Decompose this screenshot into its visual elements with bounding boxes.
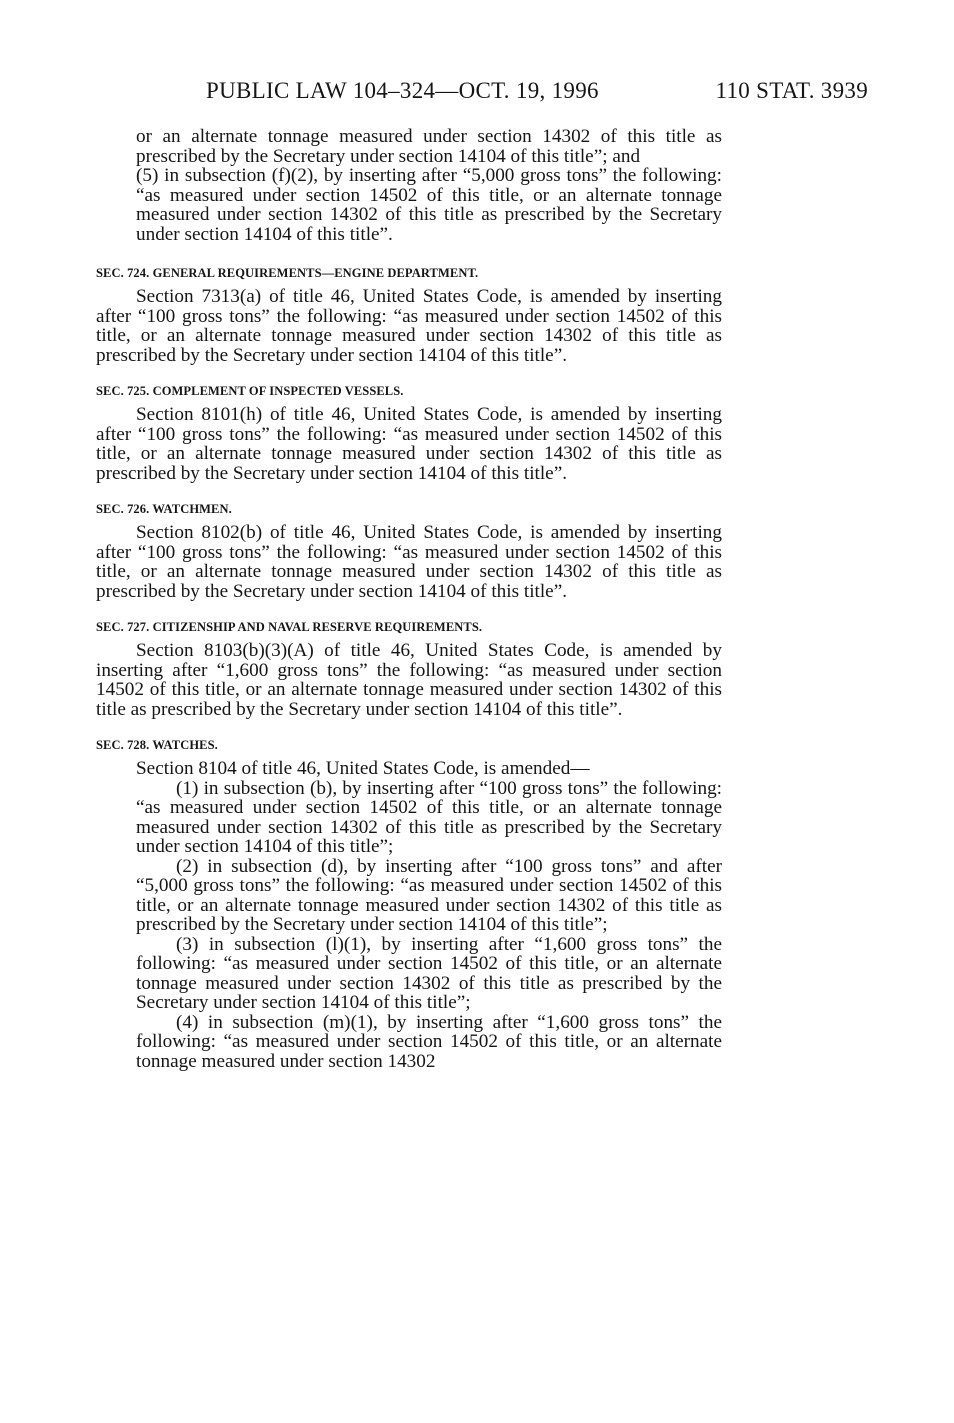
carryover-item-5 — [96, 166, 722, 244]
section-number: SEC. 725. — [96, 384, 150, 398]
list-item — [96, 935, 722, 1013]
list-item — [96, 1013, 722, 1072]
list-item-text: (3) in subsection (l)(1), by inserting after “1,600 gross tons” the following: “as measured under section 14502 of this title, or an alternate tonnage measured under section 14302 of this title as prescribed by the Secretary under section 14104 of this title”; — [136, 933, 722, 1013]
section-title: COMPLEMENT OF INSPECTED VESSELS. — [152, 384, 404, 398]
section-text: Section 8102(b) of title 46, United States Code, is amended by inserting after “100 gross tons” the following: “as measured under section 14502 of this title, or an alternate tonnage measured under section 14302 of this title as prescribed by the Secretary under section 14104 of this title”. — [96, 522, 722, 602]
section-heading — [96, 737, 722, 753]
section-text: Section 8103(b)(3)(A) of title 46, United States Code, is amended by inserting after “1,600 gross tons” the following: “as measured under section 14502 of this title, or an alternate tonnage measured under section 14302 of this title as prescribed by the Secretary under section 14104 of this title”. — [96, 640, 722, 720]
section-heading — [96, 501, 722, 517]
header-stat-page: 110 STAT. 3939 — [715, 78, 868, 103]
document-body — [96, 127, 722, 1071]
list-item — [96, 857, 722, 935]
section-title: WATCHMEN. — [152, 502, 232, 516]
header-citation: PUBLIC LAW 104–324—OCT. 19, 1996 — [206, 78, 599, 103]
carryover-paragraph: or an alternate tonnage measured under section 14302 of this title as prescribed by the Secretary under section 14104 of this title”; and — [136, 126, 722, 167]
section-text: Section 8104 of title 46, United States Code, is amended— — [136, 758, 590, 779]
section-heading — [96, 383, 722, 399]
list-item-text: (1) in subsection (b), by inserting after “100 gross tons” the following: “as measured under section 14502 of this title, or an alternate tonnage measured under section 14302 of this title as prescribed by the Secretary under section 14104 of this title”; — [136, 777, 722, 857]
section-heading — [96, 265, 722, 281]
list-item-text: (2) in subsection (d), by inserting after “100 gross tons” and after “5,000 gross tons” the following: “as measured under section 14502 of this title, or an alternate tonnage measured under section 14302 of this title as prescribed by the Secretary under section 14104 of this title”; — [136, 855, 722, 935]
carryover-item-5-text: (5) in subsection (f)(2), by inserting after “5,000 gross tons” the following: “as measured under section 14502 of this title, or an alternate tonnage measured under section 14302 of this title as prescribed by the Secretary under section 14104 of this title”. — [136, 165, 722, 245]
section-number: SEC. 724. — [96, 266, 150, 280]
section-title: CITIZENSHIP AND NAVAL RESERVE REQUIREMENTS. — [152, 620, 483, 634]
running-head — [206, 78, 868, 112]
section-number: SEC. 727. — [96, 620, 150, 634]
section-heading — [96, 619, 722, 635]
section-title: GENERAL REQUIREMENTS—ENGINE DEPARTMENT. — [152, 266, 479, 280]
section-number: SEC. 726. — [96, 502, 150, 516]
section-title: WATCHES. — [152, 738, 218, 752]
list-item — [96, 779, 722, 857]
section-number: SEC. 728. — [96, 738, 150, 752]
section-text: Section 8101(h) of title 46, United States Code, is amended by inserting after “100 gross tons” the following: “as measured under section 14502 of this title, or an alternate tonnage measured under section 14302 of this title as prescribed by the Secretary under section 14104 of this title”. — [96, 404, 722, 484]
list-item-text: (4) in subsection (m)(1), by inserting after “1,600 gross tons” the following: “as measured under section 14502 of this title, or an alternate tonnage measured under section 14302 — [136, 1011, 722, 1072]
section-text: Section 7313(a) of title 46, United States Code, is amended by inserting after “100 gross tons” the following: “as measured under section 14502 of this title, or an alternate tonnage measured under section 14302 of this title as prescribed by the Secretary under section 14104 of this title”. — [96, 286, 722, 366]
